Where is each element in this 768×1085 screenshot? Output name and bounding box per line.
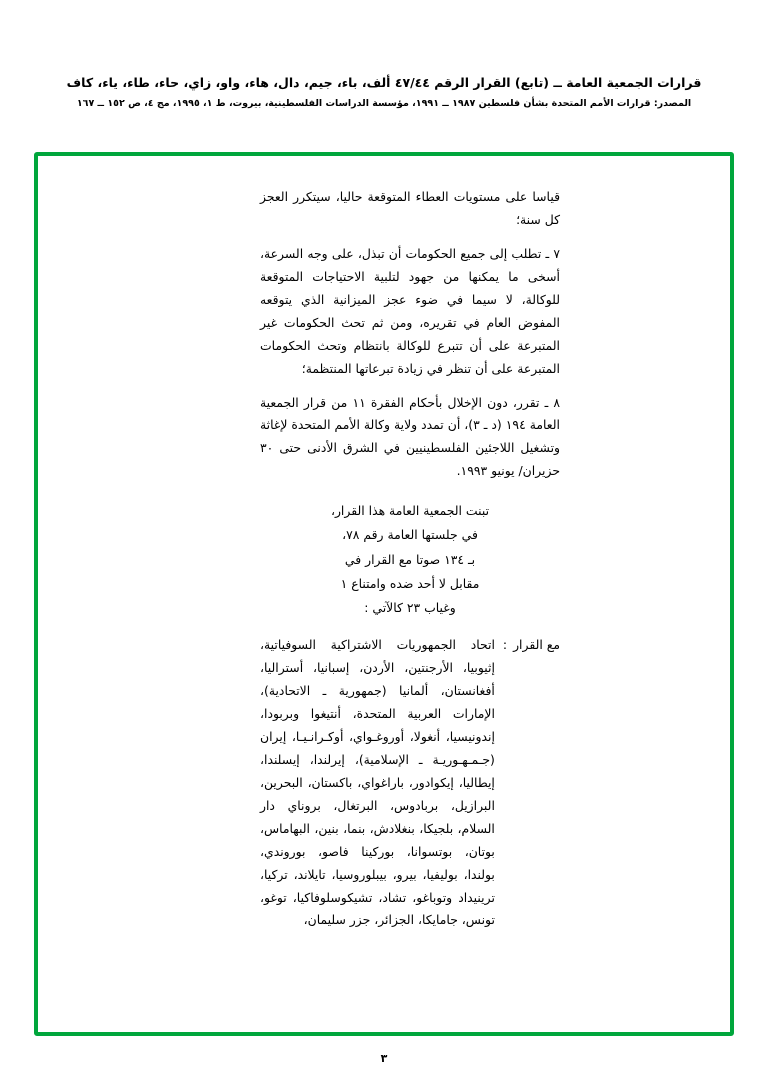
in-favour-label: مع القرار: [513, 637, 560, 653]
country-list-text: اتحاد الجمهوريات الاشتراكية السوفياتية، إثيوبيا، الأرجنتين، الأردن، إسبانيا، أستراليا، أفغانستان، ألمانيا (جمهورية ـ الاتحادية)، الإمارات العربية المتحدة، أنتيغوا وبربودا، إندونيسيا، أنغولا، أوروغـواي، أوكـرانـيـا، إيران (جـمـهـوريـة ـ الإسلامية)، إيرلندا، إيسلندا، إيطاليا، إيكوادور، باراغواي، باكستان، البحرين، البرازيل، بربادوس، البرتغال، بروناي دار السلام، بلجيكا، بنغلادش، بنما، بنين، البهاماس، بوتان، بوتسوانا، بوركينا فاصو، بوروندي، بولندا، بوليفيا، بيرو، بيبلوروسيا، تايلاند، تركيا، ترينيداد وتوباغو، تشاد، تشيكوسلوفاكيا، توغو، تونس، جامايكا، الجزائر، جزر سليمان،: [260, 637, 495, 928]
vote-line-in-favour: بـ ١٣٤ صوتا مع القرار في: [344, 551, 476, 567]
document-frame: [34, 152, 734, 1036]
vote-summary: [260, 499, 560, 620]
vote-line-adopted: تبنت الجمعية العامة هذا القرار،: [330, 503, 490, 519]
vote-line-against-abstain: مقابل لا أحد ضده وامتناع ١: [340, 575, 480, 591]
vote-line-absent: وغياب ٢٣ كالآتي :: [364, 600, 456, 615]
page-header: [0, 74, 768, 111]
in-favour-section: [260, 634, 560, 932]
header-source: المصدر: قرارات الأمم المتحدة بشأن فلسطين ١٩٨٧ ــ ١٩٩١، مؤسسة الدراسات الفلسطينية، بيروت، ط ١، ١٩٩٥، مج ٤، ص ١٥٢ ــ ١٦٧: [76, 97, 692, 109]
in-favour-country-list: [260, 634, 495, 932]
in-favour-colon: :: [502, 637, 508, 653]
document-body: [260, 186, 560, 932]
vote-line-session: في جلستها العامة رقم ٧٨،: [342, 527, 478, 543]
page-number: ٣: [380, 1052, 388, 1065]
header-title: قرارات الجمعية العامة ــ (تابع) القرار الرقم ٤٧/٤٤ ألف، باء، جيم، دال، هاء، واو، زاي، حاء، طاء، ياء، كاف: [66, 75, 702, 90]
paragraph-continuation: قياسا على مستويات العطاء المتوقعة حاليا، سيتكرر العجز كل سنة؛: [260, 189, 560, 227]
paragraph-7: ٧ ـ تطلب إلى جميع الحكومات أن تبذل، على وجه السرعة، أسخى ما يمكنها من جهود لتلبية الاحتياجات المتوقعة للوكالة، لا سيما في ضوء عجز الميزانية الذي يتوقعه المفوض العام في تقريره، ومن ثم تحث الحكومات غير المتبرعة على أن تتبرع للوكالة بانتظام وتحث الحكومات المتبرعة على أن تنظر في زيادة تبرعاتها المنتظمة؛: [260, 245, 560, 376]
paragraph-8: ٨ ـ تقرر، دون الإخلال بأحكام الفقرة ١١ من قرار الجمعية العامة ١٩٤ (د ـ ٣)، أن تمدد ولاية وكالة الأمم المتحدة لإغاثة وتشغيل اللاجئين الفلسطينيين في الشرق الأدنى حتى ٣٠ حزيران/ يونيو ١٩٩٣.: [260, 394, 561, 479]
